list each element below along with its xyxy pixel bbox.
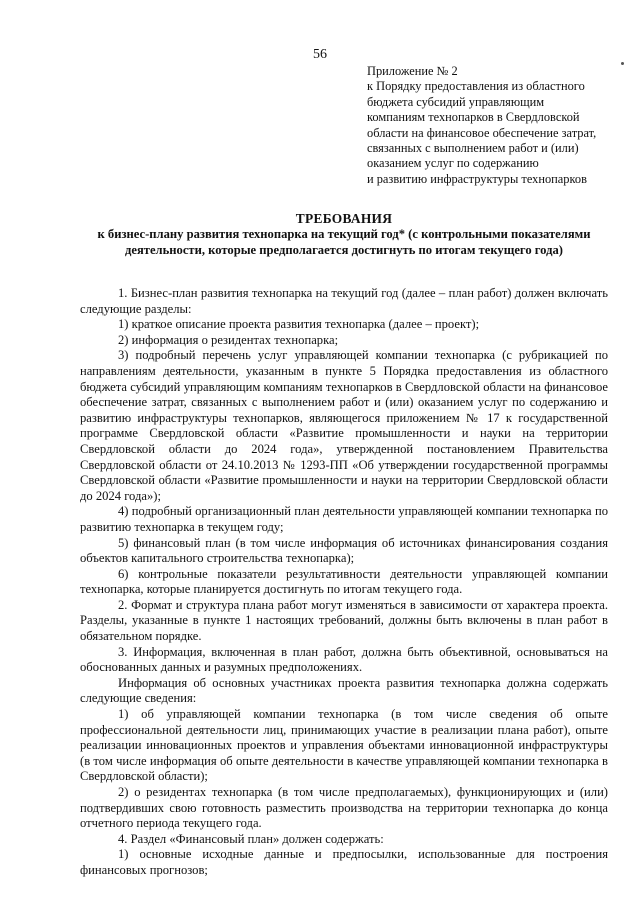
appendix-line: связанных с выполнением работ и (или) [367,141,579,156]
paragraph: 6) контрольные показатели результативности деятельности управляющей компании технопарка, которые планируется достигнуть по итогам текущего года. [80,566,608,597]
appendix-line: компаниям технопарков в Свердловской [367,110,580,125]
paragraph: 4. Раздел «Финансовый план» должен содержать: [118,831,384,846]
paragraph: 1) краткое описание проекта развития технопарка (далее – проект); [118,317,480,332]
document-subtitle: к бизнес-плану развития технопарка на текущий год* (с контрольными показателями деятельности, которые предполагается достигнуть по итогам текущего года) [97,227,591,257]
paragraph: 2) о резидентах технопарка (в том числе предполагаемых), функционирующих и (или) подтвердивших свою готовность разместить производства на территории технопарка до конца отчетного периода текущего года. [80,785,608,831]
paragraph: 2. Формат и структура плана работ могут изменяться в зависимости от характера проекта. Разделы, указанные в пункте 1 настоящих требований, должны быть включены в план работ в обязательном порядке. [80,597,608,644]
document-body [80,286,608,879]
paragraph: 1. Бизнес-план развития технопарка на текущий год (далее – план работ) должен включать следующие разделы: [80,286,608,316]
document-title: ТРЕБОВАНИЯ [295,211,393,226]
page-number: 56 [313,47,327,62]
paragraph: 1) основные исходные данные и предпосылки, использованные для построения финансовых прогнозов; [80,847,608,877]
paragraph: 4) подробный организационный план деятельности управляющей компании технопарка по развитию технопарка в текущем году; [80,504,608,534]
paragraph: 3. Информация, включенная в план работ, должна быть объективной, основываться на обоснованных данных и разумных предположениях. [80,644,608,675]
appendix-line: области на финансовое обеспечение затрат, [367,125,597,140]
paragraph: 2) информация о резидентах технопарка; [118,332,339,347]
appendix-header [367,64,617,187]
paragraph: Информация об основных участниках проекта развития технопарка должна содержать следующие сведения: [80,675,608,706]
document-title-block [80,210,608,258]
appendix-line: бюджета субсидий управляющим [367,94,545,109]
paragraph: 1) об управляющей компании технопарка (в том числе сведения об опыте профессиональной деятельности лиц, принимающих участие в реализации плана работ), опыте реализации инновационных проектов и управления объектами инновационной инфраструктуры (в том числе информация об опыте деятельности в качестве управляющей компании технопарка в Свердловской области); [80,707,608,784]
appendix-line: и развитию инфраструктуры технопарков [367,171,587,186]
appendix-line: Приложение № 2 [367,64,458,78]
appendix-line: оказанием услуг по содержанию [367,156,539,171]
appendix-line: к Порядку предоставления из областного [367,79,585,94]
paragraph: 3) подробный перечень услуг управляющей компании технопарка (с рубрикацией по направлениям деятельности, указанным в пункте 5 Порядка предоставления из областного бюджета субсидий управляющим компаниям технопарков в Свердловской области на финансовое обеспечение затрат, связанных с выполнением работ и (или) оказанием услуг по содержанию и развитию инфраструктуры технопарков, являющегося приложением № 17 к государственной программе Свердловской области «Развитие промышленности и науки на территории Свердловской области до 2024 года», утвержденной постановлением Правительства Свердловской области от 24.10.2013 № 1293-ПП «Об утверждении государственной программы Свердловской области «Развитие промышленности и науки на территории Свердловской области до 2024 года»); [80,348,608,503]
paragraph: 5) финансовый план (в том числе информация об источниках финансирования создания объектов капитального строительства технопарка); [80,535,608,566]
